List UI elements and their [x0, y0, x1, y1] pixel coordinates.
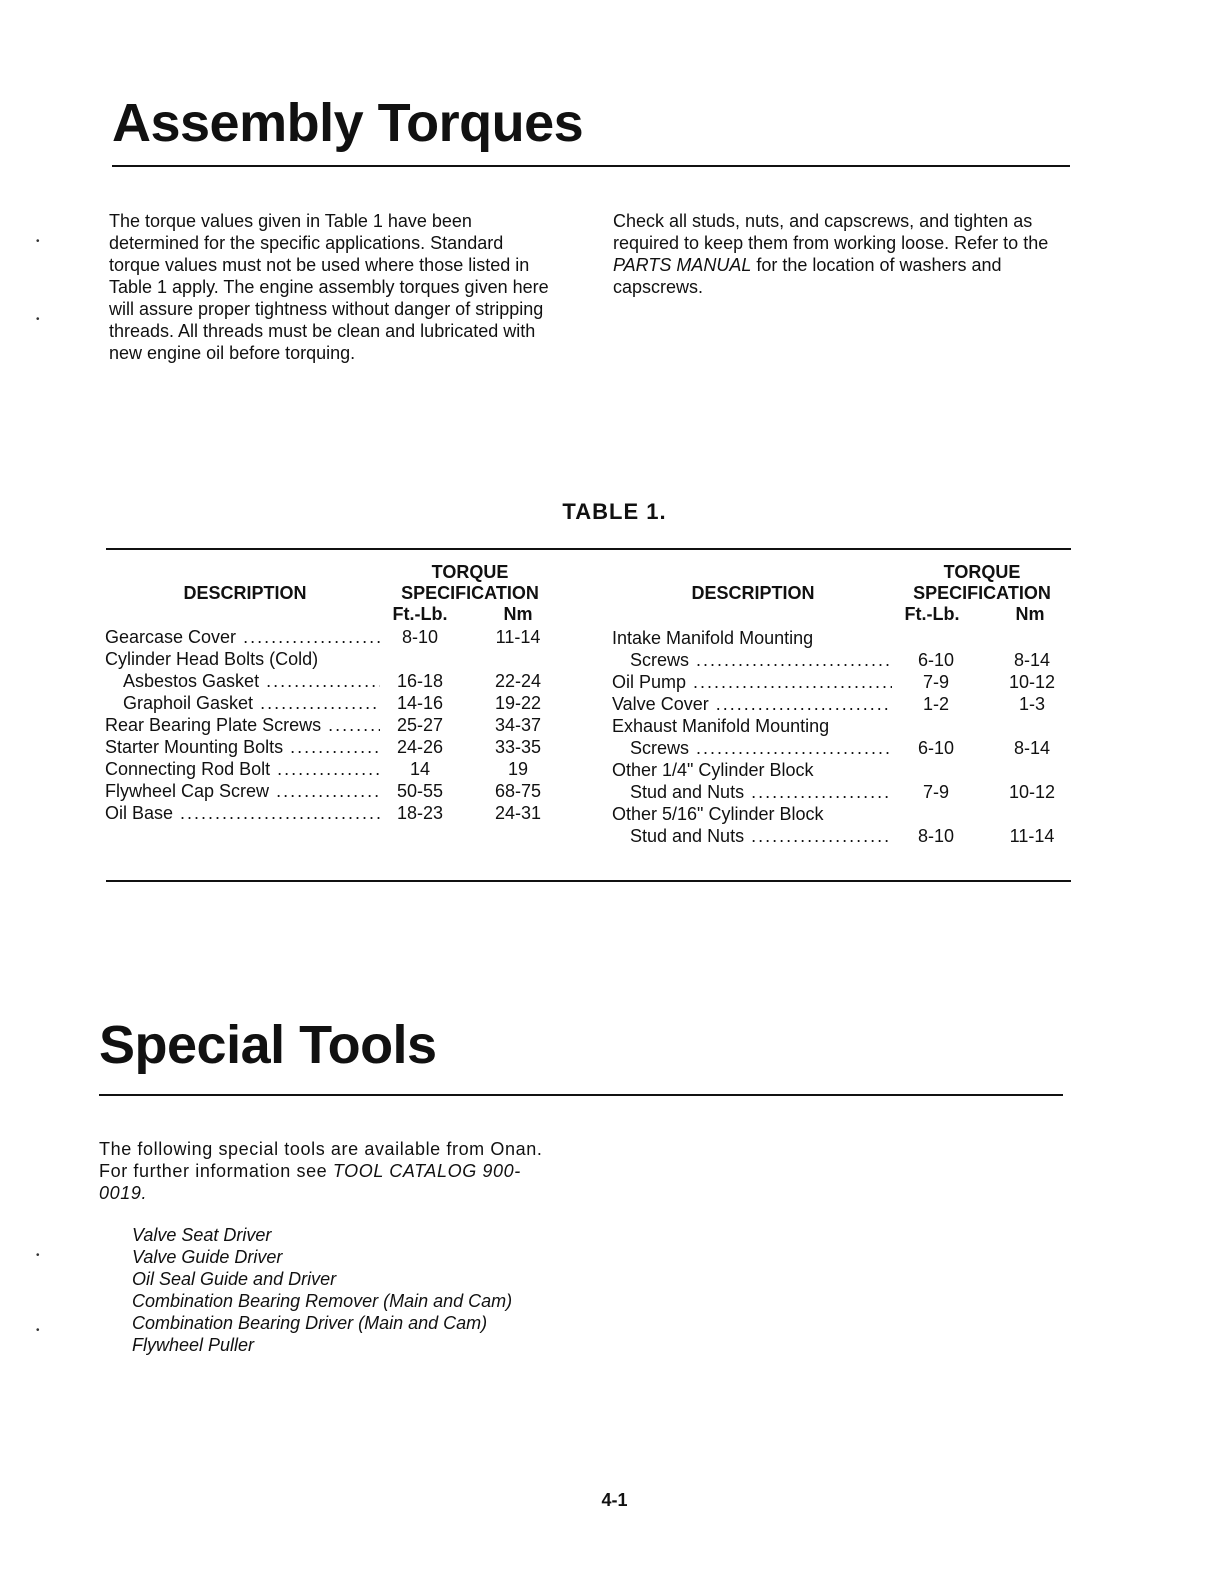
list-item: Flywheel Puller [132, 1335, 255, 1355]
row-description: Graphoil Gasket ..... [123, 692, 380, 714]
row-description: Starter Mounting Bolts ..... [105, 736, 380, 758]
scan-mark-dot: • [36, 236, 40, 247]
special-tools-title: Special Tools [99, 1015, 437, 1075]
list-item: Combination Bearing Driver (Main and Cam) [132, 1313, 488, 1333]
right-torque-header: TORQUE [943, 562, 1021, 582]
row-ftlb: 50-55 [396, 781, 444, 801]
table-row [105, 626, 565, 648]
scan-mark-dot: • [36, 314, 40, 325]
row-ftlb: 24-26 [396, 737, 444, 757]
special-tools-paragraph [99, 1138, 554, 1204]
right-description-header: DESCRIPTION [691, 583, 815, 603]
row-ftlb: 8-10 [917, 826, 955, 846]
row-ftlb: 8-10 [401, 627, 439, 647]
row-description: Cylinder Head Bolts (Cold) [105, 649, 319, 669]
row-ftlb: 7-9 [922, 782, 949, 802]
right-ftlb-header: Ft.-Lb. [904, 604, 960, 624]
para-right-text-b: for the location of washers and capscrews. [613, 255, 1002, 297]
table-row [105, 736, 565, 758]
left-torque-header: TORQUE [431, 562, 509, 582]
row-nm: 11-14 [495, 627, 541, 647]
row-ftlb: 18-23 [396, 803, 444, 823]
row-nm: 19-22 [494, 693, 542, 713]
list-item: Combination Bearing Remover (Main and Cam) [132, 1291, 513, 1311]
row-ftlb: 14-16 [396, 693, 444, 713]
table-row [105, 648, 565, 670]
scan-mark-dot: • [36, 1325, 40, 1336]
table-row [612, 715, 1072, 737]
list-item: Valve Seat Driver [132, 1225, 272, 1245]
table-row [105, 780, 565, 802]
parts-manual-ref: PARTS MANUAL [613, 255, 752, 275]
row-ftlb: 7-9 [922, 672, 949, 692]
table-row [612, 737, 1072, 759]
list-item: Valve Guide Driver [132, 1247, 283, 1267]
table-row [612, 759, 1072, 781]
row-nm: 68-75 [494, 781, 542, 801]
row-description: Screws ..... [630, 649, 892, 671]
table-top-rule [106, 548, 1071, 550]
table-row [105, 758, 565, 780]
row-description: Other 5/16" Cylinder Block [612, 804, 824, 824]
row-description: Rear Bearing Plate Screws ..... [105, 714, 380, 736]
row-description: Intake Manifold Mounting [612, 628, 814, 648]
table-row [612, 649, 1072, 671]
row-nm: 10-12 [1008, 672, 1056, 692]
row-ftlb: 6-10 [917, 650, 955, 670]
page-number: 4-1 [601, 1490, 628, 1510]
row-ftlb: 6-10 [917, 738, 955, 758]
special-tools-list [132, 1224, 512, 1356]
scan-mark-dot: • [36, 1250, 40, 1261]
table-row [105, 670, 565, 692]
assembly-torques-title: Assembly Torques [112, 93, 584, 153]
special-tools-text: The following special tools are available from Onan. For further information see [99, 1139, 543, 1181]
row-description: Oil Base ..... [105, 802, 380, 824]
table-row [105, 714, 565, 736]
row-nm: 24-31 [494, 803, 542, 823]
row-description: Exhaust Manifold Mounting [612, 716, 830, 736]
row-nm: 34-37 [494, 715, 542, 735]
list-item: Oil Seal Guide and Driver [132, 1269, 337, 1289]
table-row [105, 802, 565, 824]
row-nm: 11-14 [1009, 826, 1055, 846]
table-row [612, 803, 1072, 825]
assembly-paragraph-left: The torque values given in Table 1 have been determined for the specific applications. Standard torque values must not be used where those listed in Table 1 apply. The engine assembly torques given here will assure proper tightness without danger of stripping threads. All threads must be clean and lubricated with new engine oil before torquing. [109, 211, 549, 363]
row-nm: 8-14 [1013, 738, 1051, 758]
title-rule [112, 165, 1070, 167]
table-row [612, 825, 1072, 847]
special-tools-rule [99, 1094, 1063, 1096]
row-description: Oil Pump ..... [612, 671, 892, 693]
left-nm-header: Nm [503, 604, 533, 624]
row-description: Connecting Rod Bolt ..... [105, 758, 380, 780]
table-row [612, 627, 1072, 649]
row-nm: 33-35 [494, 737, 542, 757]
row-nm: 10-12 [1008, 782, 1056, 802]
table-row [612, 693, 1072, 715]
table-title: TABLE 1. [562, 499, 667, 524]
row-ftlb: 16-18 [396, 671, 444, 691]
row-nm: 8-14 [1013, 650, 1051, 670]
left-specification-header: SPECIFICATION [401, 583, 539, 603]
table-row [105, 692, 565, 714]
assembly-paragraph-right [613, 210, 1068, 298]
row-nm: 1-3 [1018, 694, 1045, 714]
row-ftlb: 14 [409, 759, 431, 779]
table-row [612, 671, 1072, 693]
row-ftlb: 1-2 [922, 694, 949, 714]
table-bottom-rule [106, 880, 1071, 882]
right-nm-header: Nm [1015, 604, 1045, 624]
row-description: Flywheel Cap Screw ..... [105, 780, 380, 802]
row-nm: 22-24 [494, 671, 542, 691]
left-ftlb-header: Ft.-Lb. [392, 604, 448, 624]
row-description: Valve Cover ..... [612, 693, 892, 715]
para-right-text-a: Check all studs, nuts, and capscrews, and tighten as required to keep them from working loose. Refer to the [613, 211, 1049, 253]
row-nm: 19 [507, 759, 529, 779]
row-description: Stud and Nuts ..... [630, 781, 892, 803]
row-description: Other 1/4" Cylinder Block [612, 760, 814, 780]
row-description: Screws ..... [630, 737, 892, 759]
right-specification-header: SPECIFICATION [913, 583, 1051, 603]
row-description: Stud and Nuts ..... [630, 825, 892, 847]
table-row [612, 781, 1072, 803]
left-description-header: DESCRIPTION [183, 583, 307, 603]
row-ftlb: 25-27 [396, 715, 444, 735]
row-description: Asbestos Gasket ..... [123, 670, 380, 692]
tool-catalog-ref: TOOL CATALOG 900-0019. [99, 1161, 521, 1203]
row-description: Gearcase Cover ..... [105, 626, 380, 648]
